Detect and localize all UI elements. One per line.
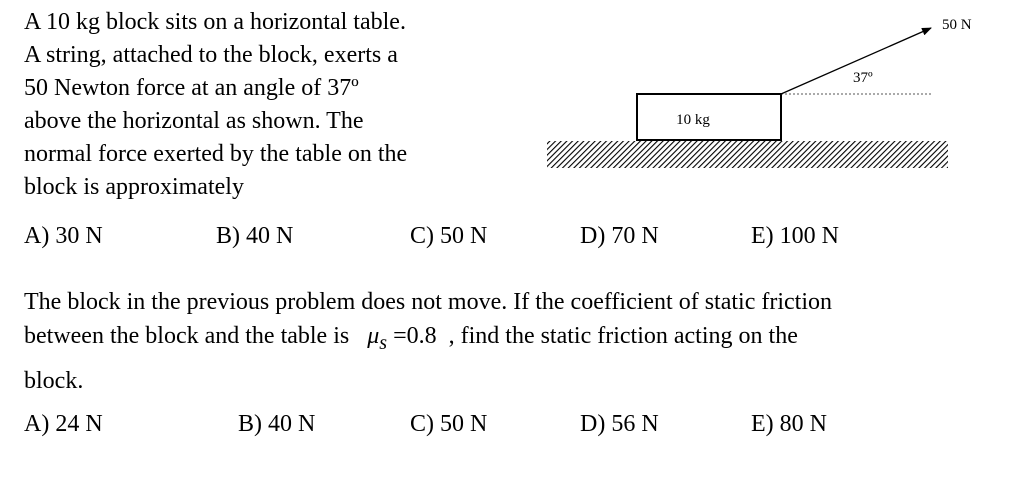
force-diagram (0, 0, 1024, 200)
angle-label: 37º (853, 70, 873, 86)
mu-value: =0.8 (393, 323, 437, 349)
problem-1-choice-d: D) 70 N (580, 223, 659, 249)
table-surface (547, 141, 948, 168)
problem-1-line: 50 Newton force at an angle of 37º (24, 75, 359, 101)
problem-1-line: normal force exerted by the table on the (24, 141, 408, 167)
problem-1-choice-a: A) 30 N (24, 223, 103, 249)
force-label: 50 N (942, 17, 972, 33)
problem-1-line: A string, attached to the block, exerts a (24, 42, 398, 68)
problem-1-choice-e: E) 100 N (751, 223, 839, 249)
problem-2-line: The block in the previous problem does not move. If the coefficient of static friction (24, 289, 832, 315)
problem-2-line-end: , find the static friction acting on the (448, 323, 798, 349)
mu-subscript: s (379, 331, 388, 354)
problem-2-choice-e: E) 80 N (751, 411, 827, 437)
problem-2-line-start: between the block and the table is (24, 323, 350, 349)
mu-symbol: μ (367, 323, 380, 349)
problem-2-choice-d: D) 56 N (580, 411, 659, 437)
problem-2-line: block. (24, 367, 84, 394)
problem-1-choice-b: B) 40 N (216, 223, 294, 249)
problem-2-choice-a: A) 24 N (24, 411, 103, 437)
problem-2-choice-c: C) 50 N (410, 411, 488, 437)
problem-1-choice-c: C) 50 N (410, 223, 488, 249)
block-label: 10 kg (676, 112, 710, 128)
problem-1-line: block is approximately (24, 174, 244, 200)
problem-2-statement (24, 285, 1014, 398)
problem-1-line: above the horizontal as shown. The (24, 108, 364, 134)
problem-2-line (24, 319, 1014, 360)
problem-1-line: A 10 kg block sits on a horizontal table. (24, 9, 406, 35)
problem-2-choice-b: B) 40 N (238, 411, 316, 437)
